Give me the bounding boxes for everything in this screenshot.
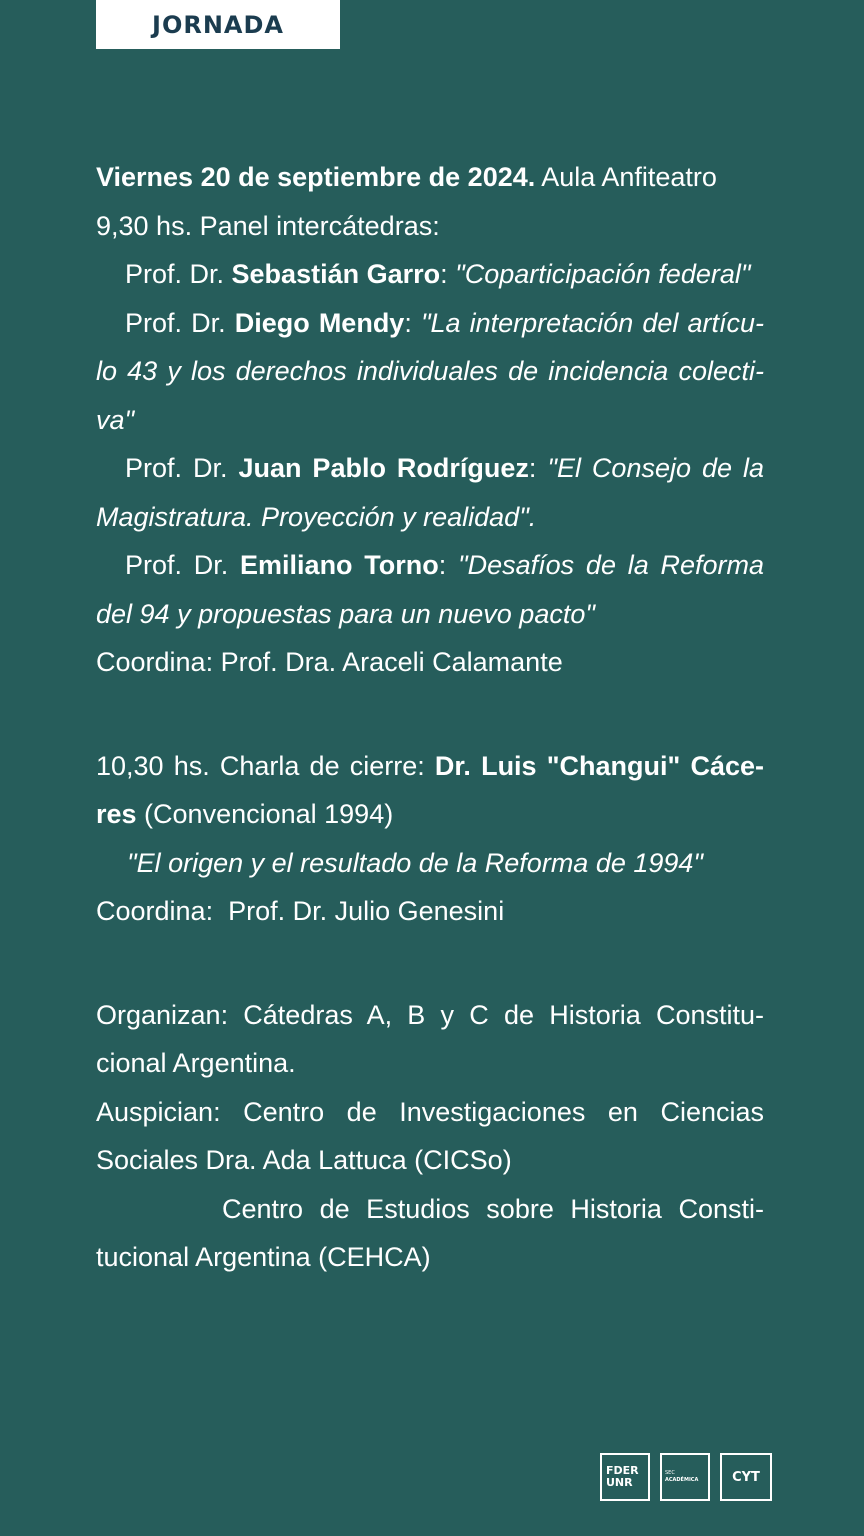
closing-talk-title: "El origen y el resultado de la Reforma de 1994" <box>127 847 704 878</box>
panel-intro: 9,30 hs. Panel intercátedras: <box>96 210 440 241</box>
panel-title: Prof. Dr. <box>125 259 232 289</box>
closing-line <box>96 742 764 839</box>
panel-sep: : <box>404 307 421 338</box>
panel-title: Prof. Dr. <box>125 453 239 483</box>
panel-title: Prof. Dr. <box>125 307 235 338</box>
panel-sep: : <box>438 550 459 580</box>
panel-item <box>96 299 764 445</box>
closing-coordinator: Coordina: Prof. Dr. Julio Genesini <box>96 896 505 926</box>
panel-speaker: Emiliano Torno <box>240 550 439 580</box>
date-bold: Viernes 20 de septiembre de 2024. <box>96 162 536 192</box>
cyt-logo-text: CYT <box>732 1469 760 1485</box>
fder-logo-line2: UNR <box>606 1476 633 1489</box>
date-line <box>96 153 764 202</box>
panel-speaker: Juan Pablo Rodríguez <box>238 453 529 483</box>
panel-talk: "Coparticipación federal" <box>455 259 751 289</box>
fder-unr-logo <box>600 1453 650 1501</box>
closing-intro: 10,30 hs. Charla de cierre: <box>96 750 435 781</box>
sec-logo-line1: SEC <box>665 1470 675 1476</box>
sponsors-1: Auspician: Centro de Investigaciones en Ciencias Sociales Dra. Ada Lattuca (CICSo) <box>96 1096 764 1175</box>
panel-speaker: Sebastián Garro <box>231 259 441 289</box>
sec-logo-line2: ACADÉMICA <box>665 1477 699 1483</box>
closing-role: (Convencional 1994) <box>136 799 394 829</box>
header-tag <box>96 0 340 49</box>
organizers: Organizan: Cátedras A, B y C de Historia Constitu-cional Argentina. <box>96 999 764 1078</box>
spacer <box>96 687 764 742</box>
panel-title: Prof. Dr. <box>125 550 241 580</box>
panel-item <box>96 541 764 638</box>
panel-talk: "La interpretación del artícu-lo 43 y los derechos individuales de incidencia colecti-va" <box>96 307 764 435</box>
header-tag-label: JORNADA <box>152 10 284 39</box>
fder-logo-line1: FDER <box>606 1464 639 1477</box>
date-venue: Aula Anfiteatro <box>535 162 717 192</box>
logo-row <box>600 1453 772 1501</box>
panel-sep: : <box>528 453 548 483</box>
panel-speaker: Diego Mendy <box>234 307 405 338</box>
closing-speaker: Dr. Luis "Changui" Cáce-res <box>96 750 764 829</box>
panel-coordinator: Coordina: Prof. Dra. Araceli Calamante <box>96 647 563 677</box>
panel-item <box>96 444 764 541</box>
program-content <box>96 153 764 1282</box>
cyt-logo <box>720 1453 772 1501</box>
spacer <box>96 936 764 991</box>
panel-sep: : <box>440 259 456 289</box>
panel-talk: "Desafíos de la Reforma del 94 y propuestas para un nuevo pacto" <box>96 550 765 629</box>
sponsors-2: Centro de Estudios sobre Historia Consti-tucional Argentina (CEHCA) <box>96 1193 764 1272</box>
sec-academica-logo <box>660 1453 710 1501</box>
panel-talk: "El Consejo de la Magistratura. Proyección y realidad". <box>96 453 764 532</box>
closing-talk <box>96 839 764 888</box>
panel-item <box>96 250 764 299</box>
